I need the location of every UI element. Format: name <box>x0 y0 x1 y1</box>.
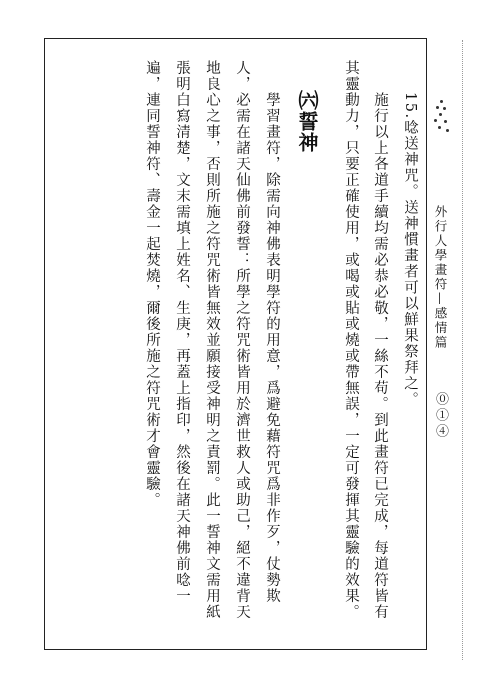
paragraph-column: 地良心之事，否則所施之符咒術皆無效並願接受神明之責罰。此一誓神文需用紙 <box>204 60 220 620</box>
running-header: 外行人學畫符—感情篇 <box>433 205 448 350</box>
paragraph-column: 學習畫符，除需向神佛表明學符的用意，爲避免藉符咒爲非作歹，仗勢欺 <box>264 92 280 604</box>
paragraph-column: 遍，連同誓神符、壽金一起焚燒，爾後所施之符咒術才會靈驗。 <box>144 60 160 508</box>
paragraph-column: 張明白寫清楚，文末需填上姓名、生庚，再蓋上指印，然後在諸天神佛前唸一 <box>174 60 190 604</box>
page-number: ⓪①④ <box>433 392 448 440</box>
paragraph-column: 其靈動力，只要正確使用，或喝或貼或燒或帶無誤，一定可發揮其靈驗的效果。 <box>343 60 359 620</box>
binding-edge <box>462 40 465 660</box>
paragraph-column: 15.唸送神咒。送神慣畫者可以鮮果祭拜之。 <box>402 92 418 408</box>
ornament-icon <box>432 100 452 136</box>
section-heading: ㈥誓神 <box>295 90 319 153</box>
paragraph-column: 施行以上各道手續均需必恭必敬，一絲不苟。到此畫符已完成，每道符皆有 <box>372 92 388 620</box>
paragraph-column: 人，必需在諸天仙佛前發誓：所學之符咒術皆用於濟世救人或助己，絕不違背天 <box>234 60 250 620</box>
